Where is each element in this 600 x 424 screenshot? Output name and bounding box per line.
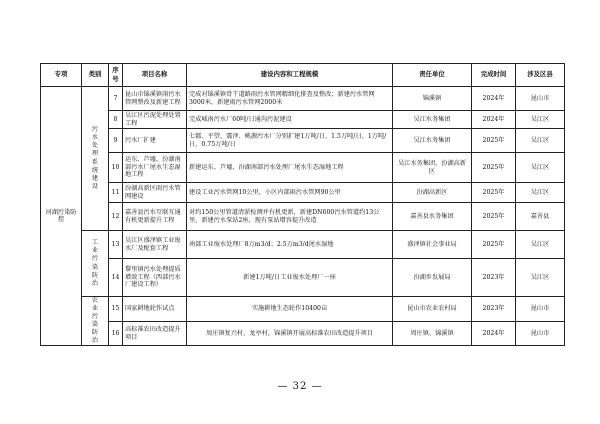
responsible-unit: 汾湖高新区	[393, 183, 472, 203]
table-row	[41, 183, 565, 203]
table-row	[41, 111, 565, 129]
responsible-unit: 盛泽镇社会事业局	[393, 231, 472, 259]
row-number: 9	[109, 129, 123, 153]
page-number: — 32 —	[277, 381, 323, 392]
row-number: 8	[109, 111, 123, 129]
project-name: 汾湖高新区雨污水管网建设	[123, 183, 187, 203]
completion-time: 2023年	[472, 297, 516, 322]
table-row	[41, 231, 565, 259]
area: 嘉善县	[516, 203, 565, 231]
project-name: 嘉善县污水互联互通有机更新提升工程	[123, 203, 187, 231]
completion-time: 2024年	[472, 87, 516, 111]
project-content: 七都、平望、震泽、桃源污水厂分别扩建1万吨/日、1.5万吨/日、1万吨/日、0.75万吨/日	[187, 129, 393, 153]
completion-time: 2025年	[472, 203, 516, 231]
project-name: 昆山市锦溪镇雨污水管网整改及新建工程	[123, 87, 187, 111]
header-leibie: 类别	[82, 64, 109, 87]
completion-time: 2025年	[472, 183, 516, 203]
header-xuhao: 序号	[109, 64, 123, 87]
project-name: 运东、芦墟、汾湖南部污水厂尾水生态湿地工程	[123, 153, 187, 183]
area: 昆山市	[516, 297, 565, 322]
table-row	[41, 203, 565, 231]
project-name: 国家耕地轮作试点	[123, 297, 187, 322]
category-gongye: 工业污染防治	[82, 231, 109, 297]
project-content: 建设工业污水管网10公里，小区内部雨污水管网90公里	[187, 183, 393, 203]
responsible-unit: 锦溪镇	[393, 87, 472, 111]
table-row	[41, 129, 565, 153]
area: 吴江区	[516, 129, 565, 153]
area: 吴江区	[516, 111, 565, 129]
project-content: 南部工业废水处理厂8万m3/d；2.5万m3/d尾水湿地	[187, 231, 393, 259]
category-wushui: 污水处理系统建设	[82, 87, 109, 231]
row-number: 16	[109, 321, 123, 346]
row-number: 14	[109, 259, 123, 297]
responsible-unit: 周庄镇、锦溪镇	[393, 321, 472, 346]
project-content: 对约150公里管道清淤检测并有机更新，新建DN600污水管道约13公里，新建污水泵站2座，现有泵站增容提升改造	[187, 203, 393, 231]
responsible-unit: 吴江水务集团	[393, 111, 472, 129]
table-header-row	[41, 64, 565, 87]
responsible-unit: 昆山市农业农村局	[393, 297, 472, 322]
project-content: 新建1万吨/日工业废水处理厂一座	[187, 259, 393, 297]
completion-time: 2025年	[472, 231, 516, 259]
area: 吴江区	[516, 153, 565, 183]
row-number: 12	[109, 203, 123, 231]
responsible-unit: 汾湖乡发展局	[393, 259, 472, 297]
zhuanxiang-cell: 河湖污染防控	[41, 87, 82, 346]
project-content: 周庄镇复兴村、龙亭村，锦溪镇开展高标准农田改造提升项目	[187, 321, 393, 346]
header-neirong: 建设内容和工程规模	[187, 64, 393, 87]
table-row	[41, 259, 565, 297]
table-row	[41, 321, 565, 346]
table-row	[41, 153, 565, 183]
area: 昆山市	[516, 87, 565, 111]
responsible-unit: 嘉善县水务集团	[393, 203, 472, 231]
project-content: 完成城南污水厂60吨/日通沟污泥建设	[187, 111, 393, 129]
completion-time: 2024年	[472, 321, 516, 346]
area: 吴江区	[516, 183, 565, 203]
area: 吴江区	[516, 231, 565, 259]
area: 昆山市	[516, 321, 565, 346]
project-name: 黎里镇污水处理提质增效工程（西部污水厂建设工程）	[123, 259, 187, 297]
responsible-unit: 吴江水务集团	[393, 129, 472, 153]
area: 吴江区	[516, 259, 565, 297]
project-content: 实施耕地生态轮作10400亩	[187, 297, 393, 322]
header-danwei: 责任单位	[393, 64, 472, 87]
project-content: 完成对锦溪镇骨干道路雨污水管网精细化排查及整改；新建污水管网3000米，新建雨污水管网2000米	[187, 87, 393, 111]
table-row	[41, 297, 565, 322]
row-number: 13	[109, 231, 123, 259]
completion-time: 2025年	[472, 153, 516, 183]
project-name: 吴江区盛泽镇工业废水厂及配套工程	[123, 231, 187, 259]
row-number: 15	[109, 297, 123, 322]
completion-time: 2024年	[472, 111, 516, 129]
completion-time: 2023年	[472, 259, 516, 297]
row-number: 11	[109, 183, 123, 203]
row-number: 10	[109, 153, 123, 183]
project-content: 新建运东、芦墟、汾湖南部污水处理厂尾水生态湿地工程	[187, 153, 393, 183]
header-shijian: 完成时间	[472, 64, 516, 87]
project-name: 吴江区污泥处理处置工程	[123, 111, 187, 129]
completion-time: 2025年	[472, 129, 516, 153]
row-number: 7	[109, 87, 123, 111]
header-quxian: 涉及区县	[516, 64, 565, 87]
header-mingcheng: 项目名称	[123, 64, 187, 87]
table-row	[41, 87, 565, 111]
category-nongye: 农业污染防治	[82, 297, 109, 346]
project-name: 高标准农田改造提升项目	[123, 321, 187, 346]
responsible-unit: 吴江水务集团、汾湖高新区	[393, 153, 472, 183]
project-name: 污水厂扩建	[123, 129, 187, 153]
header-zhuanxiang: 专项	[41, 64, 82, 87]
project-table	[40, 63, 565, 346]
